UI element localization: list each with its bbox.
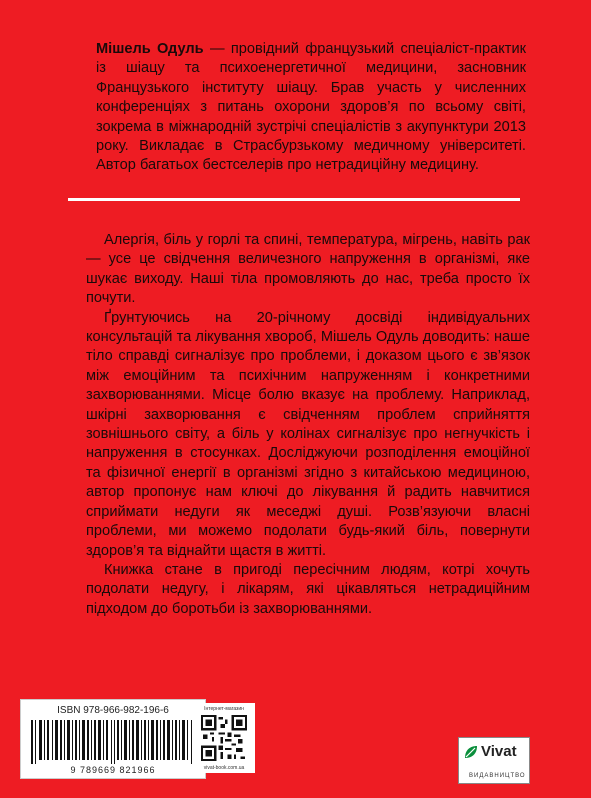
divider bbox=[68, 198, 520, 201]
logo-subtitle: ВИДАВНИЦТВО bbox=[469, 773, 526, 779]
author-name: Мішель Одуль bbox=[96, 41, 204, 57]
author-bio bbox=[96, 40, 526, 176]
isbn-label: ISBN 978-966-982-196-6 bbox=[57, 705, 169, 716]
qr-caption-bottom: vivat-book.com.ua bbox=[203, 765, 245, 771]
description bbox=[86, 231, 530, 619]
paragraph-2: Ґрунтуючись на 20-річному досвіді індивідуальних консультацій та лікування хвороб, Мішель Одуль доводить: наше тіло справді сигналізує про проблеми, і доказом цього є зв’язок між емоційним та психічним напруженням і конкретними захворюваннями. Місце болю вказує на проблему. Наприклад, шкірні захворювання є свідченням проблем сприйняття зовнішнього світу, а біль у колінах сигналізує про негнучкість і напруження в стосунках. Досліджуючи розподілення емоційної та фізичної енергії в організмі згідно з китайською медициною, автор пропонує нам ключі до лікування й радить навчитися сприймати недуги як меседжі душі. Розв’язуючи власні проблеми, ми можемо подолати будь-який біль, повернути здоров’я та віднайти щастя в житті. bbox=[86, 309, 530, 559]
paragraph-1: Алергія, біль у горлі та спині, температура, мігрень, навіть рак — усе це свідчення величезного напруження в організмі, яке шукає виходу. Наші тіла промовляють до нас, треба просто їх почути. bbox=[86, 232, 530, 307]
paragraph-3: Книжка стане в пригоді пересічним людям, котрі хочуть подолати недугу, і лікарям, які цікавляться нетрадиційним підходом до боротьби із захворюваннями. bbox=[86, 561, 530, 617]
isbn-barcode-block bbox=[20, 699, 206, 779]
qr-caption-top: Інтернет-магазин bbox=[204, 706, 244, 712]
isbn-digits: 9 789669 821966 bbox=[70, 765, 156, 775]
vivat-leaf-icon bbox=[463, 744, 479, 760]
logo-name: Vivat bbox=[481, 743, 517, 760]
qr-code-icon bbox=[201, 715, 247, 761]
publisher-logo bbox=[458, 737, 530, 784]
barcode-icon bbox=[31, 720, 197, 764]
author-bio-text: — провідний французький спеціаліст-практик із шіацу та психоенергетичної медицини, засновник Французького інституту шіацу. Брав участь у численних конференціях з питань охорони здоров’я по всьому світі, зокрема в міжнародній зустрічі спеціалістів з акупунктури 2013 року. Викладає в Страсбурзькому медичному університеті. Автор багатьох бестселерів про нетрадиційну медицину. bbox=[96, 41, 527, 174]
qr-code-block bbox=[193, 703, 255, 773]
